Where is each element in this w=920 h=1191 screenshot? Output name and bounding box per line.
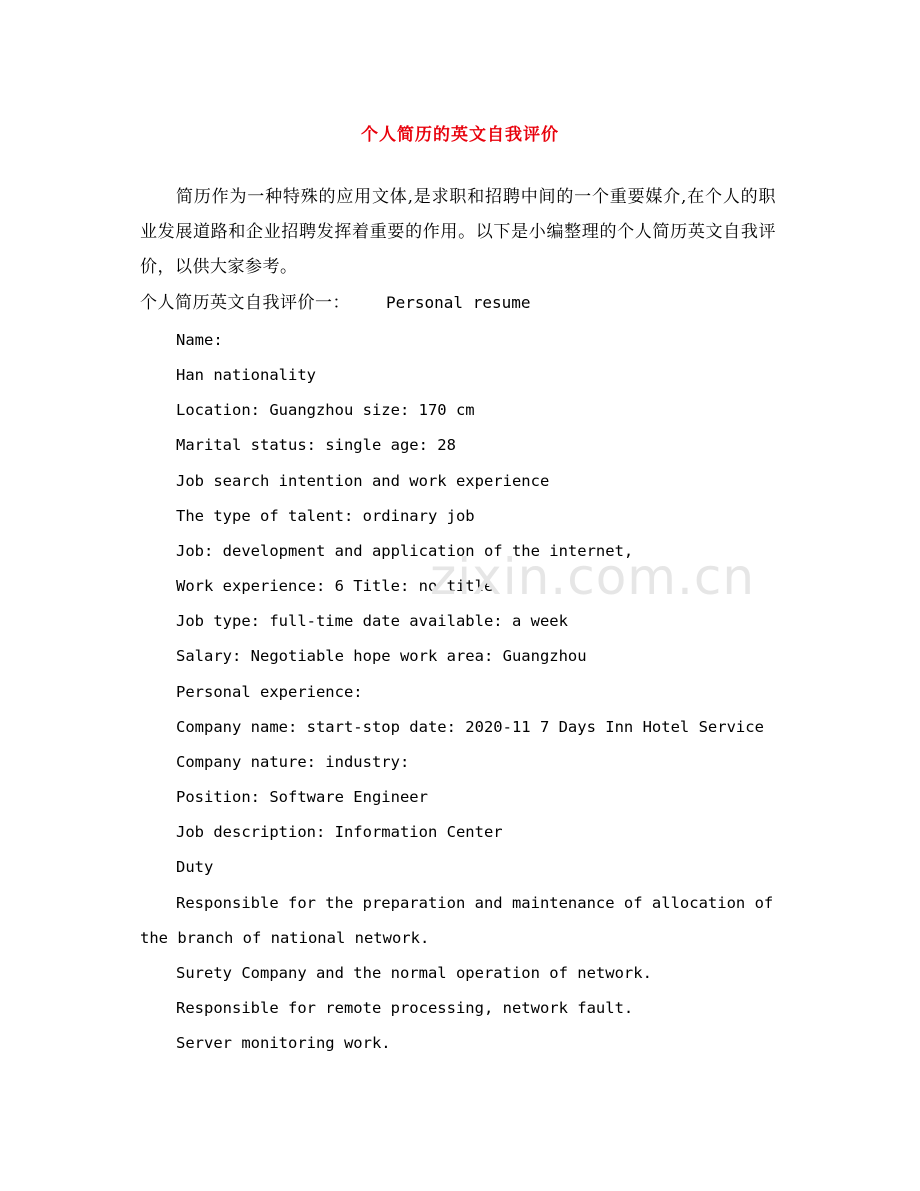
resume-line: Responsible for remote processing, network fault. (176, 998, 634, 1017)
resume-line: The type of talent: ordinary job (176, 506, 475, 525)
resume-line: Name: (176, 331, 223, 349)
resume-lines (140, 323, 783, 1061)
resume-line: Personal experience: (176, 682, 363, 701)
resume-line: Location: Guangzhou size: 170 cm (176, 401, 475, 420)
resume-line: Server monitoring work. (176, 1034, 391, 1053)
resume-line: Job description: Information Center (176, 823, 503, 842)
resume-line: Company name: start-stop date: 2020-11 7 Days Inn Hotel Service (176, 717, 764, 736)
resume-line: Work experience: 6 Title: no title (176, 577, 494, 596)
resume-line: Han nationality (176, 366, 316, 385)
resume-line: Surety Company and the normal operation of network. (176, 963, 652, 982)
document-title: 个人简历的英文自我评价 (361, 125, 559, 145)
resume-line: Job: development and application of the internet, (176, 541, 634, 560)
intro-paragraph: 简历作为一种特殊的应用文体,是求职和招聘中间的一个重要媒介,在个人的职业发展道路和企业招聘发挥着重要的作用。以下是小编整理的个人简历英文自我评价，以供大家参考。 (140, 187, 776, 277)
resume-line: Duty (176, 858, 214, 877)
section-heading (140, 288, 531, 318)
section-heading-cn: 个人简历英文自我评价一： (140, 293, 350, 313)
resume-line: Responsible for the preparation and maintenance of allocation of the branch of national network. (140, 893, 783, 947)
resume-line: Company nature: industry: (176, 752, 410, 771)
section-heading-en: Personal resume (386, 293, 531, 312)
resume-line: Salary: Negotiable hope work area: Guangzhou (176, 647, 587, 666)
resume-line: Job search intention and work experience (176, 471, 550, 490)
resume-line: Job type: full-time date available: a week (176, 612, 568, 631)
resume-line: Position: Software Engineer (176, 788, 428, 807)
watermark: zixin.com.cn (430, 548, 756, 606)
resume-line: Marital status: single age: 28 (176, 436, 456, 455)
